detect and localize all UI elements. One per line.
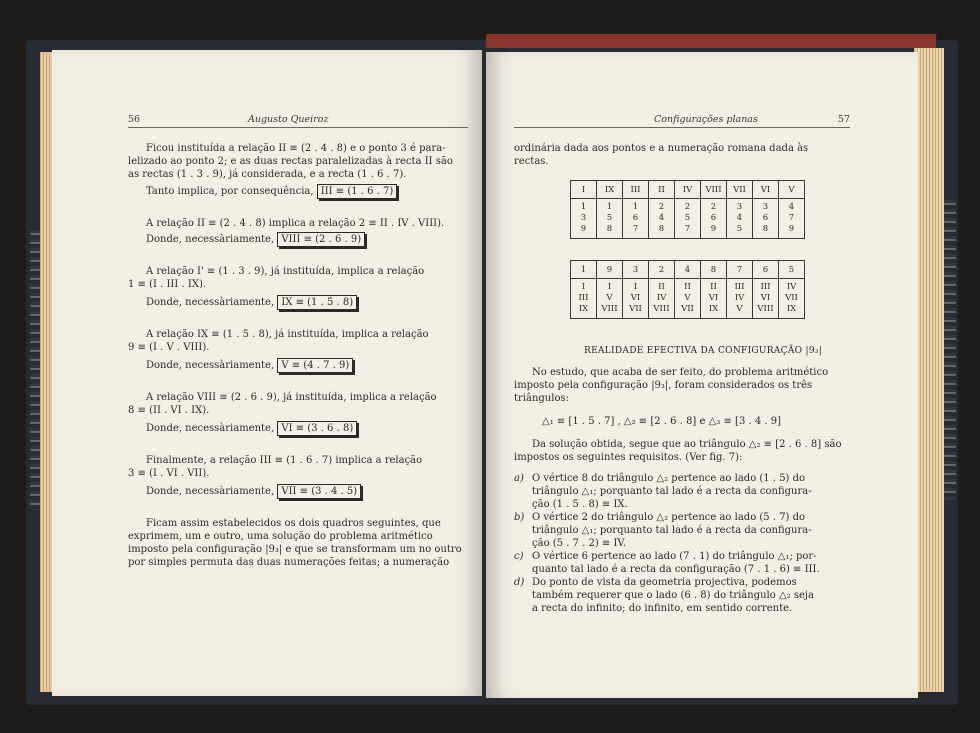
list-item bbox=[514, 576, 854, 615]
list-item-line: O vértice 2 do triângulo △₂ pertence ao lado (5 . 7) do bbox=[532, 512, 806, 523]
text-line bbox=[128, 232, 488, 247]
cell-value: VIII bbox=[653, 304, 670, 314]
table-cell bbox=[675, 279, 701, 319]
marbled-edge-right bbox=[944, 200, 956, 500]
right-body bbox=[514, 366, 854, 615]
text-line: No estudo, que acaba de ser feito, do problema aritmético bbox=[532, 367, 829, 378]
cell-value: 6 bbox=[762, 213, 769, 223]
cell-value: 3 bbox=[762, 202, 769, 212]
text-line: rectas. bbox=[514, 156, 549, 167]
cell-value: 2 bbox=[684, 202, 691, 212]
table-header-cell: IX bbox=[597, 181, 623, 199]
table-header-cell: I bbox=[571, 181, 597, 199]
cell-value: 3 bbox=[736, 202, 743, 212]
cell-value: VI bbox=[630, 293, 641, 303]
cell-value: V bbox=[736, 304, 743, 314]
cell-value: 1 bbox=[606, 202, 613, 212]
boxed-result: VI ≡ (3 . 6 . 8) bbox=[277, 421, 357, 436]
left-page bbox=[52, 50, 482, 696]
text-line: A relação IX ≡ (1 . 5 . 8), já instituída, implica a relação bbox=[146, 329, 429, 340]
cell-value: IX bbox=[578, 304, 589, 314]
list-item-line: ção (1 . 5 . 8) ≡ IX. bbox=[532, 499, 628, 510]
page-edges-right bbox=[914, 48, 944, 692]
right-page bbox=[486, 52, 918, 698]
list-item bbox=[514, 550, 854, 576]
table-header-cell: 6 bbox=[753, 261, 779, 279]
cell-value: 1 bbox=[632, 202, 639, 212]
list-item-line: Do ponto de vista da geometria projectiva, podemos bbox=[532, 577, 797, 588]
right-running-head: Configurações planas bbox=[654, 114, 758, 125]
text-line bbox=[128, 484, 488, 499]
text-line: por simples permuta das duas numerações feitas; a numeração bbox=[128, 557, 450, 568]
text-span: Donde, necessàriamente, bbox=[146, 423, 275, 434]
text-line: 1 ≡ (I . III . IX). bbox=[128, 279, 207, 290]
list-item-line: ção (5 . 7 . 2) ≡ IV. bbox=[532, 538, 627, 549]
cell-value: 6 bbox=[710, 213, 717, 223]
cell-value: 5 bbox=[684, 213, 691, 223]
table-header-cell: II bbox=[649, 181, 675, 199]
cell-value: 2 bbox=[710, 202, 717, 212]
table-header-cell: 2 bbox=[649, 261, 675, 279]
cell-value: IV bbox=[786, 282, 797, 292]
list-item-label: c) bbox=[514, 551, 524, 562]
table-cell bbox=[597, 199, 623, 239]
cell-value: 1 bbox=[580, 202, 587, 212]
table-header-cell: 9 bbox=[597, 261, 623, 279]
top-edge-band bbox=[486, 34, 936, 48]
table-cell bbox=[727, 199, 753, 239]
list-item-line: quanto tal lado é a recta da configuração (7 . 1 . 6) ≡ III. bbox=[532, 564, 820, 575]
requirement-list bbox=[514, 472, 854, 615]
cell-value: III bbox=[578, 293, 589, 303]
table-cell bbox=[701, 279, 727, 319]
table-header-cell: 5 bbox=[779, 261, 805, 279]
text-line: 9 ≡ (I . V . VIII). bbox=[128, 342, 210, 353]
table-header-cell: VI bbox=[753, 181, 779, 199]
cell-value: 5 bbox=[606, 213, 613, 223]
table-header-cell: III bbox=[623, 181, 649, 199]
cell-value: VI bbox=[760, 293, 771, 303]
text-line: Ficam assim estabelecidos os dois quadros seguintes, que bbox=[146, 518, 441, 529]
cell-value: V bbox=[606, 293, 613, 303]
table-header-row bbox=[571, 181, 805, 199]
cell-value: II bbox=[658, 282, 665, 292]
list-item-line: O vértice 8 do triângulo △₂ pertence ao lado (1 . 5) do bbox=[532, 473, 806, 484]
text-line: exprimem, um e outro, uma solução do problema aritmético bbox=[128, 531, 433, 542]
table-cell bbox=[571, 199, 597, 239]
table-cell bbox=[623, 199, 649, 239]
table-header-cell: 3 bbox=[623, 261, 649, 279]
list-item-line: triângulo △₁; porquanto tal lado é a recta da configura- bbox=[532, 486, 812, 497]
triangles-line: △₁ ≡ [1 . 5 . 7] , △₂ ≡ [2 . 6 . 8] e △₃ ≡ [3 . 4 . 9] bbox=[542, 416, 782, 427]
table-row bbox=[571, 199, 805, 239]
table-header-cell: 1 bbox=[571, 261, 597, 279]
table-cell bbox=[727, 279, 753, 319]
cell-value: 7 bbox=[684, 224, 691, 234]
cell-value: 7 bbox=[788, 213, 795, 223]
table-header-cell: VII bbox=[727, 181, 753, 199]
text-line: 8 ≡ (II . VI . IX). bbox=[128, 405, 210, 416]
cell-value: VIII bbox=[601, 304, 618, 314]
text-line: A relação VIII ≡ (2 . 6 . 9), já instituída, implica a relação bbox=[146, 392, 437, 403]
text-line: imposto pela configuração |9₃| e que se transformam um no outro bbox=[128, 544, 462, 555]
left-body bbox=[128, 142, 488, 569]
cell-value: V bbox=[684, 293, 691, 303]
cell-value: VIII bbox=[757, 304, 774, 314]
cell-value: 2 bbox=[658, 202, 665, 212]
list-item-label: a) bbox=[514, 473, 524, 484]
cell-value: II bbox=[710, 282, 717, 292]
text-span: Donde, necessàriamente, bbox=[146, 486, 275, 497]
table-cell bbox=[649, 279, 675, 319]
cell-value: IV bbox=[656, 293, 667, 303]
text-line: ordinária dada aos pontos e a numeração romana dada às bbox=[514, 143, 809, 154]
cell-value: I bbox=[633, 282, 638, 292]
cell-value: III bbox=[734, 282, 745, 292]
table-cell bbox=[779, 279, 805, 319]
cell-value: I bbox=[581, 282, 586, 292]
cell-value: 4 bbox=[658, 213, 665, 223]
list-item bbox=[514, 511, 854, 550]
text-line: A relação II ≡ (2 . 4 . 8) implica a relação 2 ≡ II . IV . VIII). bbox=[146, 218, 445, 229]
table-cell bbox=[675, 199, 701, 239]
text-line: 3 ≡ (I . VI . VII). bbox=[128, 468, 210, 479]
table-header-cell: 4 bbox=[675, 261, 701, 279]
cell-value: 4 bbox=[736, 213, 743, 223]
cell-value: 4 bbox=[788, 202, 795, 212]
cell-value: IX bbox=[708, 304, 719, 314]
cell-value: I bbox=[607, 282, 612, 292]
cell-value: 9 bbox=[580, 224, 587, 234]
text-span: Donde, necessàriamente, bbox=[146, 297, 275, 308]
table-cell bbox=[623, 279, 649, 319]
cell-value: VII bbox=[629, 304, 642, 314]
text-line: Finalmente, a relação III ≡ (1 . 6 . 7) implica a relação bbox=[146, 455, 423, 466]
list-item-label: d) bbox=[514, 577, 525, 588]
text-line: Da solução obtida, segue que ao triângulo △₂ ≡ [2 . 6 . 8] são bbox=[532, 439, 842, 450]
list-item-line: a recta do infinito; do infinito, em sentido corrente. bbox=[532, 603, 793, 614]
table-cell bbox=[597, 279, 623, 319]
list-item-line: também requerer que o lado (6 . 8) do triângulo △₂ seja bbox=[532, 590, 814, 601]
text-line: lelizado ao ponto 2; e as duas rectas paralelizadas à recta II são bbox=[128, 156, 453, 167]
cell-value: 5 bbox=[736, 224, 743, 234]
table-header-cell: VIII bbox=[701, 181, 727, 199]
table-header-cell: 7 bbox=[727, 261, 753, 279]
list-item-label: b) bbox=[514, 512, 525, 523]
cell-value: 6 bbox=[632, 213, 639, 223]
boxed-result: IX ≡ (1 . 5 . 8) bbox=[277, 295, 357, 310]
table-header-cell: 8 bbox=[701, 261, 727, 279]
right-page-number: 57 bbox=[837, 114, 850, 125]
table-cell bbox=[753, 279, 779, 319]
table-cell bbox=[649, 199, 675, 239]
table-header-row bbox=[571, 261, 805, 279]
cell-value: IX bbox=[786, 304, 797, 314]
text-line bbox=[128, 421, 488, 436]
table-header-cell: V bbox=[779, 181, 805, 199]
cell-value: 7 bbox=[632, 224, 639, 234]
table-cell bbox=[571, 279, 597, 319]
right-intro bbox=[514, 142, 854, 168]
text-line: impostos os seguintes requisitos. (Ver fig. 7): bbox=[514, 452, 743, 463]
cell-value: 8 bbox=[762, 224, 769, 234]
right-running-header bbox=[514, 114, 850, 128]
boxed-result: V ≡ (4 . 7 . 9) bbox=[277, 358, 353, 373]
cell-value: VI bbox=[708, 293, 719, 303]
text-line: imposto pela configuração |9₃|, foram considerados os três triângulos: bbox=[514, 380, 813, 404]
text-line bbox=[128, 295, 488, 310]
left-running-head: Augusto Queiroz bbox=[248, 114, 329, 125]
cell-value: VII bbox=[785, 293, 798, 303]
config-table-2 bbox=[570, 260, 805, 319]
boxed-result: VIII ≡ (2 . 6 . 9) bbox=[277, 232, 365, 247]
cell-value: IV bbox=[734, 293, 745, 303]
text-line: Ficou instituída a relação II ≡ (2 . 4 . 8) e o ponto 3 é para- bbox=[146, 143, 446, 154]
left-running-header bbox=[128, 114, 468, 128]
config-table-1 bbox=[570, 180, 805, 239]
cell-value: VII bbox=[681, 304, 694, 314]
cell-value: II bbox=[684, 282, 691, 292]
text-span: Donde, necessàriamente, bbox=[146, 360, 275, 371]
boxed-result: III ≡ (1 . 6 . 7) bbox=[317, 184, 398, 199]
cell-value: 8 bbox=[658, 224, 665, 234]
text-line bbox=[128, 358, 488, 373]
table-cell bbox=[779, 199, 805, 239]
text-line: as rectas (1 . 3 . 9), já considerada, e a recta (1 . 6 . 7). bbox=[128, 169, 407, 180]
table-cell bbox=[753, 199, 779, 239]
table-row bbox=[571, 279, 805, 319]
left-page-number: 56 bbox=[128, 114, 141, 125]
cell-value: 8 bbox=[606, 224, 613, 234]
text-span: Donde, necessàriamente, bbox=[146, 234, 275, 245]
list-item-line: O vértice 6 pertence ao lado (7 . 1) do triângulo △₁; por- bbox=[532, 551, 817, 562]
list-item bbox=[514, 472, 854, 511]
cell-value: 9 bbox=[710, 224, 717, 234]
table-header-cell: IV bbox=[675, 181, 701, 199]
text-line bbox=[128, 184, 488, 199]
cell-value: III bbox=[760, 282, 771, 292]
list-item-line: triângulo △₁; porquanto tal lado é a recta da configura- bbox=[532, 525, 812, 536]
boxed-result: VII ≡ (3 . 4 . 5) bbox=[277, 484, 361, 499]
text-span: Tanto implica, por consequência, bbox=[146, 186, 314, 197]
cell-value: 9 bbox=[788, 224, 795, 234]
text-line: A relação I' ≡ (1 . 3 . 9), já instituída, implica a relação bbox=[146, 266, 425, 277]
table-cell bbox=[701, 199, 727, 239]
section-title: REALIDADE EFECTIVA DA CONFIGURAÇÃO |9₃| bbox=[584, 346, 823, 356]
cell-value: 3 bbox=[580, 213, 587, 223]
